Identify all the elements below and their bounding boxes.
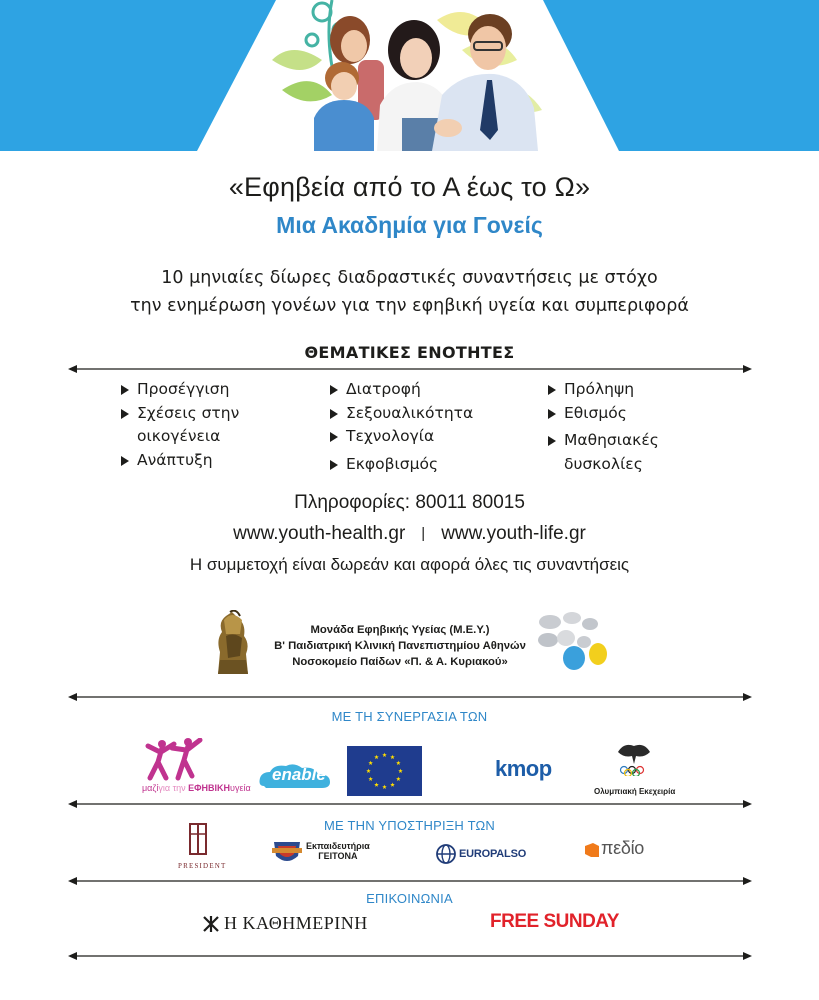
organization-line-1: Μονάδα Εφηβικής Υγείας (Μ.Ε.Υ.) bbox=[310, 624, 490, 636]
bullet-triangle-icon bbox=[548, 436, 556, 446]
bullet-triangle-icon bbox=[330, 432, 338, 442]
divider-arrow-line bbox=[68, 691, 752, 703]
topics-heading: ΘΕΜΑΤΙΚΕΣ ΕΝΟΤΗΤΕΣ bbox=[304, 343, 515, 362]
jumping-figures-icon bbox=[144, 738, 204, 782]
university-helmet-logo-icon bbox=[210, 610, 254, 676]
partners-heading: ΜΕ ΤΗ ΣΥΝΕΡΓΑΣΙΑ ΤΩΝ bbox=[331, 709, 488, 724]
pedio-book-icon bbox=[584, 842, 600, 858]
globe-icon bbox=[436, 844, 456, 864]
topics-column-1 bbox=[121, 378, 239, 472]
bullet-triangle-icon bbox=[121, 456, 129, 466]
topic-item: Μαθησιακές bbox=[548, 429, 659, 453]
divider-arrow-line bbox=[68, 798, 752, 810]
bullet-triangle-icon bbox=[548, 385, 556, 395]
president-hotel-logo bbox=[176, 822, 227, 876]
link-separator: | bbox=[421, 525, 426, 542]
bullet-triangle-icon bbox=[121, 385, 129, 395]
topic-item-continued: δυσκολίες bbox=[564, 454, 643, 473]
kathimerini-logo bbox=[202, 912, 368, 936]
pedio-logo bbox=[584, 838, 654, 864]
enable-logo bbox=[258, 762, 332, 790]
europalso-logo bbox=[436, 844, 536, 866]
kathimerini-emblem-icon bbox=[202, 915, 220, 933]
topics-column-2 bbox=[330, 378, 473, 476]
info-phone: Πληροφορίες: 80011 80015 bbox=[294, 492, 525, 513]
link-youth-health[interactable]: www.youth-health.gr bbox=[233, 523, 406, 544]
description-line-2: την ενημέρωση γονέων για την εφηβική υγεία και συμπεριφορά bbox=[130, 296, 689, 316]
olympic-truce-dove-icon bbox=[614, 742, 654, 776]
topic-item: Διατροφή bbox=[330, 378, 473, 402]
topic-item: Σεξουαλικότητα bbox=[330, 402, 473, 426]
description-line-1: 10 μηνιαίες δίωρες διαδραστικές συναντήσεις με στόχο bbox=[161, 268, 658, 288]
enable-label: enable bbox=[272, 765, 326, 784]
bullet-triangle-icon bbox=[330, 460, 338, 470]
page-title: «Εφηβεία από το Α έως το Ω» bbox=[228, 172, 591, 202]
page-subtitle: Μια Ακαδημία για Γονείς bbox=[276, 212, 543, 238]
topics-column-3 bbox=[548, 378, 659, 476]
description bbox=[0, 264, 819, 320]
divider-arrow-line bbox=[68, 875, 752, 887]
bullet-triangle-icon bbox=[330, 409, 338, 419]
bullet-triangle-icon bbox=[548, 409, 556, 419]
family-illustration bbox=[262, 0, 557, 151]
topic-item: Τεχνολογία bbox=[330, 425, 473, 449]
participation-note: Η συμμετοχή είναι δωρεάν και αφορά όλες τις συναντήσεις bbox=[189, 555, 630, 574]
president-label: PRESIDENT bbox=[178, 862, 227, 870]
pedio-label: πεδίο bbox=[601, 838, 644, 858]
bullet-triangle-icon bbox=[330, 385, 338, 395]
eu-flag-icon bbox=[347, 746, 422, 796]
free-sunday-logo: FREE SUNDAY bbox=[490, 911, 619, 932]
topic-item: Πρόληψη bbox=[548, 378, 659, 402]
youth-health-logo bbox=[142, 738, 252, 798]
organization-block bbox=[265, 622, 535, 670]
divider-arrow-line bbox=[68, 363, 752, 375]
organization-line-2: Β' Παιδιατρική Κλινική Πανεπιστημίου Αθηνών bbox=[274, 640, 526, 652]
topic-item: Εκφοβισμός bbox=[330, 453, 473, 477]
youth-health-caption: μαζίγια την ΕΦΗΒΙΚΗυγεία bbox=[142, 783, 251, 793]
bullet-triangle-icon bbox=[121, 409, 129, 419]
geitona-school-logo bbox=[272, 838, 382, 868]
president-monogram-icon bbox=[188, 822, 208, 856]
link-youth-life[interactable]: www.youth-life.gr bbox=[441, 523, 586, 544]
topic-item: Σχέσεις στην bbox=[121, 402, 239, 426]
olympic-truce-logo bbox=[594, 742, 674, 798]
topic-item: Ανάπτυξη bbox=[121, 449, 239, 473]
topic-item: Εθισμός bbox=[548, 402, 659, 426]
geitona-caption: Εκπαιδευτήρια ΓΕΙΤΟΝΑ bbox=[306, 841, 370, 861]
kmop-logo bbox=[495, 756, 585, 790]
organization-line-3: Νοσοκομείο Παίδων «Π. & Α. Κυριακού» bbox=[292, 656, 508, 668]
media-heading: ΕΠΙΚΟΙΝΩΝΙΑ bbox=[366, 891, 453, 906]
divider-arrow-line bbox=[68, 950, 752, 962]
europalso-label: EUROPALSO bbox=[459, 848, 527, 860]
geitona-crest-icon bbox=[272, 838, 302, 866]
sponsors-heading: ΜΕ ΤΗΝ ΥΠΟΣΤΗΡΙΞΗ ΤΩΝ bbox=[323, 818, 496, 833]
topic-item-continued: οικογένεια bbox=[137, 427, 221, 445]
kmop-label: kmop bbox=[495, 756, 552, 781]
olympic-truce-caption: Ολυμπιακή Εκεχειρία bbox=[594, 787, 676, 796]
topic-item: Προσέγγιση bbox=[121, 378, 239, 402]
info-links bbox=[0, 523, 819, 545]
adolescent-health-unit-logo-icon bbox=[536, 610, 614, 676]
kathimerini-label: Η ΚΑΘΗΜΕΡΙΝΗ bbox=[224, 913, 368, 933]
